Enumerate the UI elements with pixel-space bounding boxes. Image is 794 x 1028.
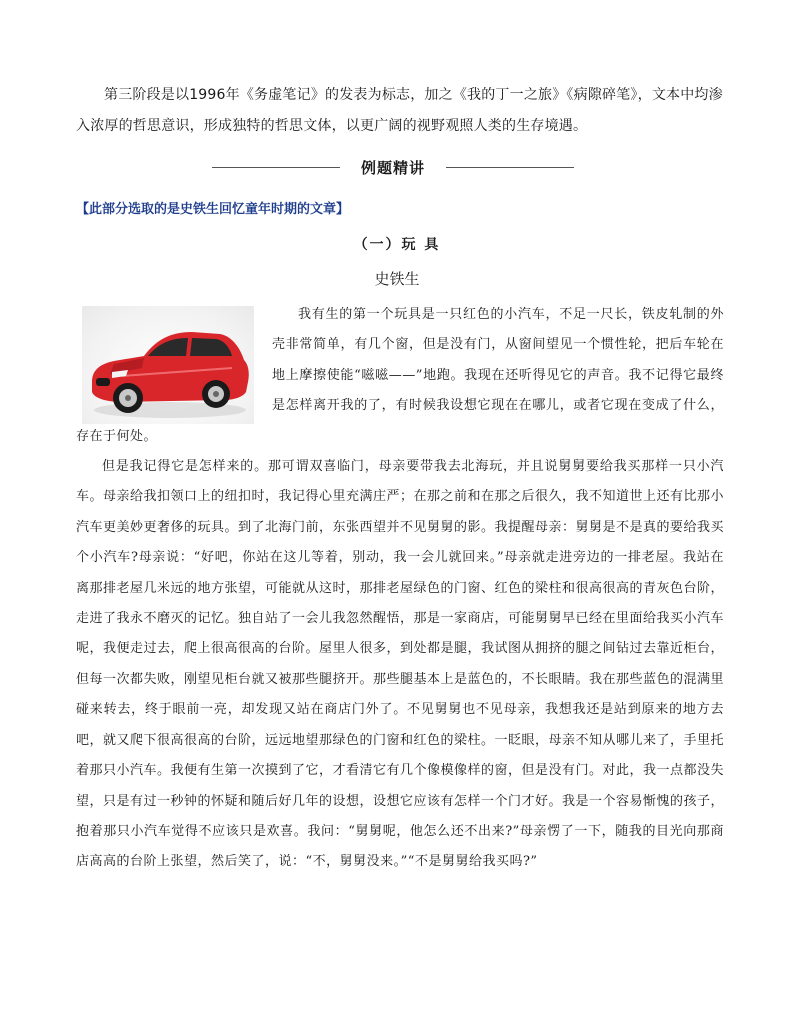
article-paragraph: 但是我记得它是怎样来的。那可谓双喜临门，母亲要带我去北海玩，并且说舅舅要给我买那样一只小汽车。母亲给我扣领口上的纽扣时，我记得心里充满庄严；在那之前和在那之后很久，我不知道世上还有比那小汽车更美妙更奢侈的玩具。到了北海门前，东张西望并不见舅舅的影。我提醒母亲：舅舅是不是真的要给我买个小汽车?母亲说：“好吧，你站在这儿等着，别动，我一会儿就回来。”母亲就走进旁边的一排老屋。我站在离那排老屋几米远的地方张望，可能就从这时，那排老屋绿色的门窗、红色的梁柱和很高很高的青灰色台阶，走进了我永不磨灭的记忆。独自站了一会儿我忽然醒悟，那是一家商店，可能舅舅早已经在里面给我买小汽车呢，我便走过去，爬上很高很高的台阶。屋里人很多，到处都是腿，我试图从拥挤的腿之间钻过去靠近柜台，但每一次都失败，刚望见柜台就又被那些腿挤开。那些腿基本上是蓝色的，不长眼睛。我在那些蓝色的混满里碰来转去，终于眼前一亮，却发现又站在商店门外了。不见舅舅也不见母亲，我想我还是站到原来的地方去吧，就又爬下很高很高的台阶，远远地望那绿色的门窗和红色的梁柱。一眨眼，母亲不知从哪儿来了，手里托着那只小汽车。我便有生第一次摸到了它，才看清它有几个像模像样的窗，但是没有门。对此，我一点都没失望，只是有过一秒钟的怀疑和随后好几年的设想，设想它应该有怎样一个门才好。我是一个容易惭愧的孩子，抱着那只小汽车觉得不应该只是欢喜。我问：“舅舅呢，他怎么还不出来?”母亲愣了一下，随我的目光向那商店高高的台阶上张望，然后笑了，说：“不，舅舅没来。”“不是舅舅给我买吗?” — [76, 459, 725, 870]
divider-line-right — [446, 167, 574, 168]
article-paragraph: 我有生的第一个玩具是一只红色的小汽车，不足一尺长，铁皮轧制的外壳非常简单，有几个窗，但是没有门，从窗间望见一个惯性轮，把后车轮在地上摩擦使能“嗞嗞——”地跑。我现在还听得见它的声音。我不记得它最终是怎样离开我的了，有时候我设想它现在在哪儿，或者它现在变成了什么，存在于何处。 — [76, 307, 724, 444]
section-note: 【此部分选取的是史铁生回忆童年时期的文章】 — [76, 202, 350, 217]
intro-paragraph: 第三阶段是以1996年《务虚笔记》的发表为标志，加之《我的丁一之旅》《病隙碎笔》，文本中均渗入浓厚的哲思意识，形成独特的哲思文体，以更广阔的视野观照人类的生存境遇。 — [76, 87, 723, 134]
divider-title: 例题精讲 — [360, 158, 425, 177]
article-author: 史铁生 — [374, 270, 420, 288]
section-divider — [212, 156, 574, 178]
image-float-space — [76, 300, 272, 420]
divider-line-left — [212, 167, 340, 168]
article-title: （一）玩 具 — [353, 237, 441, 253]
article-body — [76, 300, 724, 878]
